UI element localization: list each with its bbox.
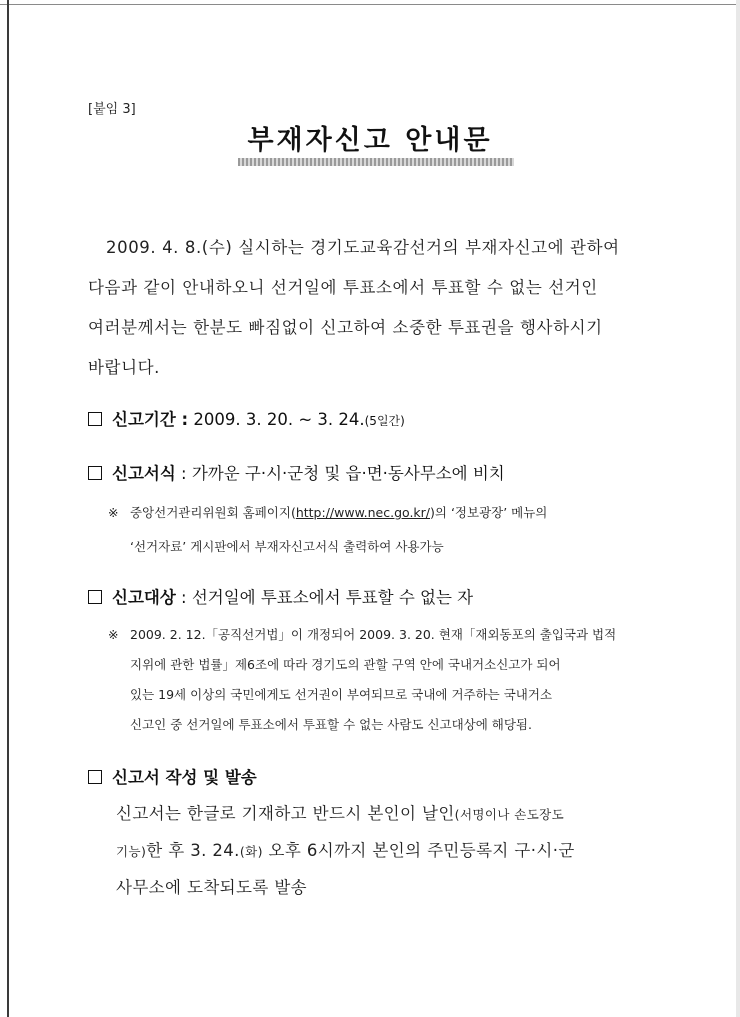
form-note-line-2: ‘선거자료’ 게시판에서 부재자신고서식 출력하여 사용가능 <box>130 539 444 554</box>
period-label: 신고기간 : <box>112 410 189 429</box>
checkbox-icon <box>88 770 102 784</box>
section-target <box>88 584 473 608</box>
target-value: : 선거일에 투표소에서 투표할 수 없는 자 <box>181 588 474 607</box>
section-period <box>88 406 405 430</box>
intro-line-4: 바랍니다. <box>88 358 161 377</box>
target-note <box>108 620 678 740</box>
page-title: 부재자신고 안내문 <box>247 125 493 156</box>
period-note: (5일간) <box>364 414 405 428</box>
form-label: 신고서식 <box>112 464 176 483</box>
target-note-line-4: 신고인 중 선거일에 투표소에서 투표할 수 없는 사람도 신고대상에 해당됨. <box>130 717 532 732</box>
period-value: 2009. 3. 20. ~ 3. 24. <box>193 410 365 429</box>
checkbox-icon <box>88 590 102 604</box>
submit-line-2: 기능)한 후 3. 24.(화) 오후 6시까지 본인의 주민등록지 구·시·군 <box>116 841 575 860</box>
page-edge-top <box>0 4 740 5</box>
form-note-line-1: ※ 중앙선거관리위원회 홈페이지(http://www.nec.go.kr/)의 ‘정보광장’ 메뉴의 <box>108 496 678 530</box>
submit-label: 신고서 작성 및 발송 <box>112 768 257 787</box>
intro-paragraph <box>88 228 670 388</box>
note-mark: ※ <box>108 505 119 520</box>
section-submit <box>88 764 257 788</box>
submit-line-1: 신고서는 한글로 기재하고 반드시 본인이 날인(서명이나 손도장도 <box>116 804 565 823</box>
checkbox-icon <box>88 412 102 426</box>
target-label: 신고대상 <box>112 588 176 607</box>
note-mark: ※ <box>108 627 119 642</box>
checkbox-icon <box>88 466 102 480</box>
title-underline <box>238 158 514 166</box>
section-form <box>88 460 505 484</box>
attachment-label: [붙임 3] <box>88 102 136 117</box>
target-note-line-3: 있는 19세 이상의 국민에게도 선거권이 부여되므로 국내에 거주하는 국내거소 <box>130 687 553 702</box>
target-note-line-2: 지위에 관한 법률」제6조에 따라 경기도의 관할 구역 안에 국내거소신고가 되어 <box>130 657 561 672</box>
submit-body <box>116 796 676 906</box>
nec-website-link[interactable]: http://www.nec.go.kr/ <box>295 505 431 520</box>
target-note-line-1: ※ 2009. 2. 12.「공직선거법」이 개정되어 2009. 3. 20. 현재「재외동포의 출입국과 법적 <box>108 620 678 650</box>
intro-line-2: 다음과 같이 안내하오니 선거일에 투표소에서 투표할 수 없는 선거인 <box>88 278 598 297</box>
form-note <box>108 496 678 564</box>
intro-line-1: 2009. 4. 8.(수) 실시하는 경기도교육감선거의 부재자신고에 관하여 <box>106 238 620 257</box>
submit-line-3: 사무소에 도착되도록 발송 <box>116 878 308 897</box>
form-value: : 가까운 구·시·군청 및 읍·면·동사무소에 비치 <box>181 464 505 483</box>
intro-line-3: 여러분께서는 한분도 빠짐없이 신고하여 소중한 투표권을 행사하시기 <box>88 318 603 337</box>
